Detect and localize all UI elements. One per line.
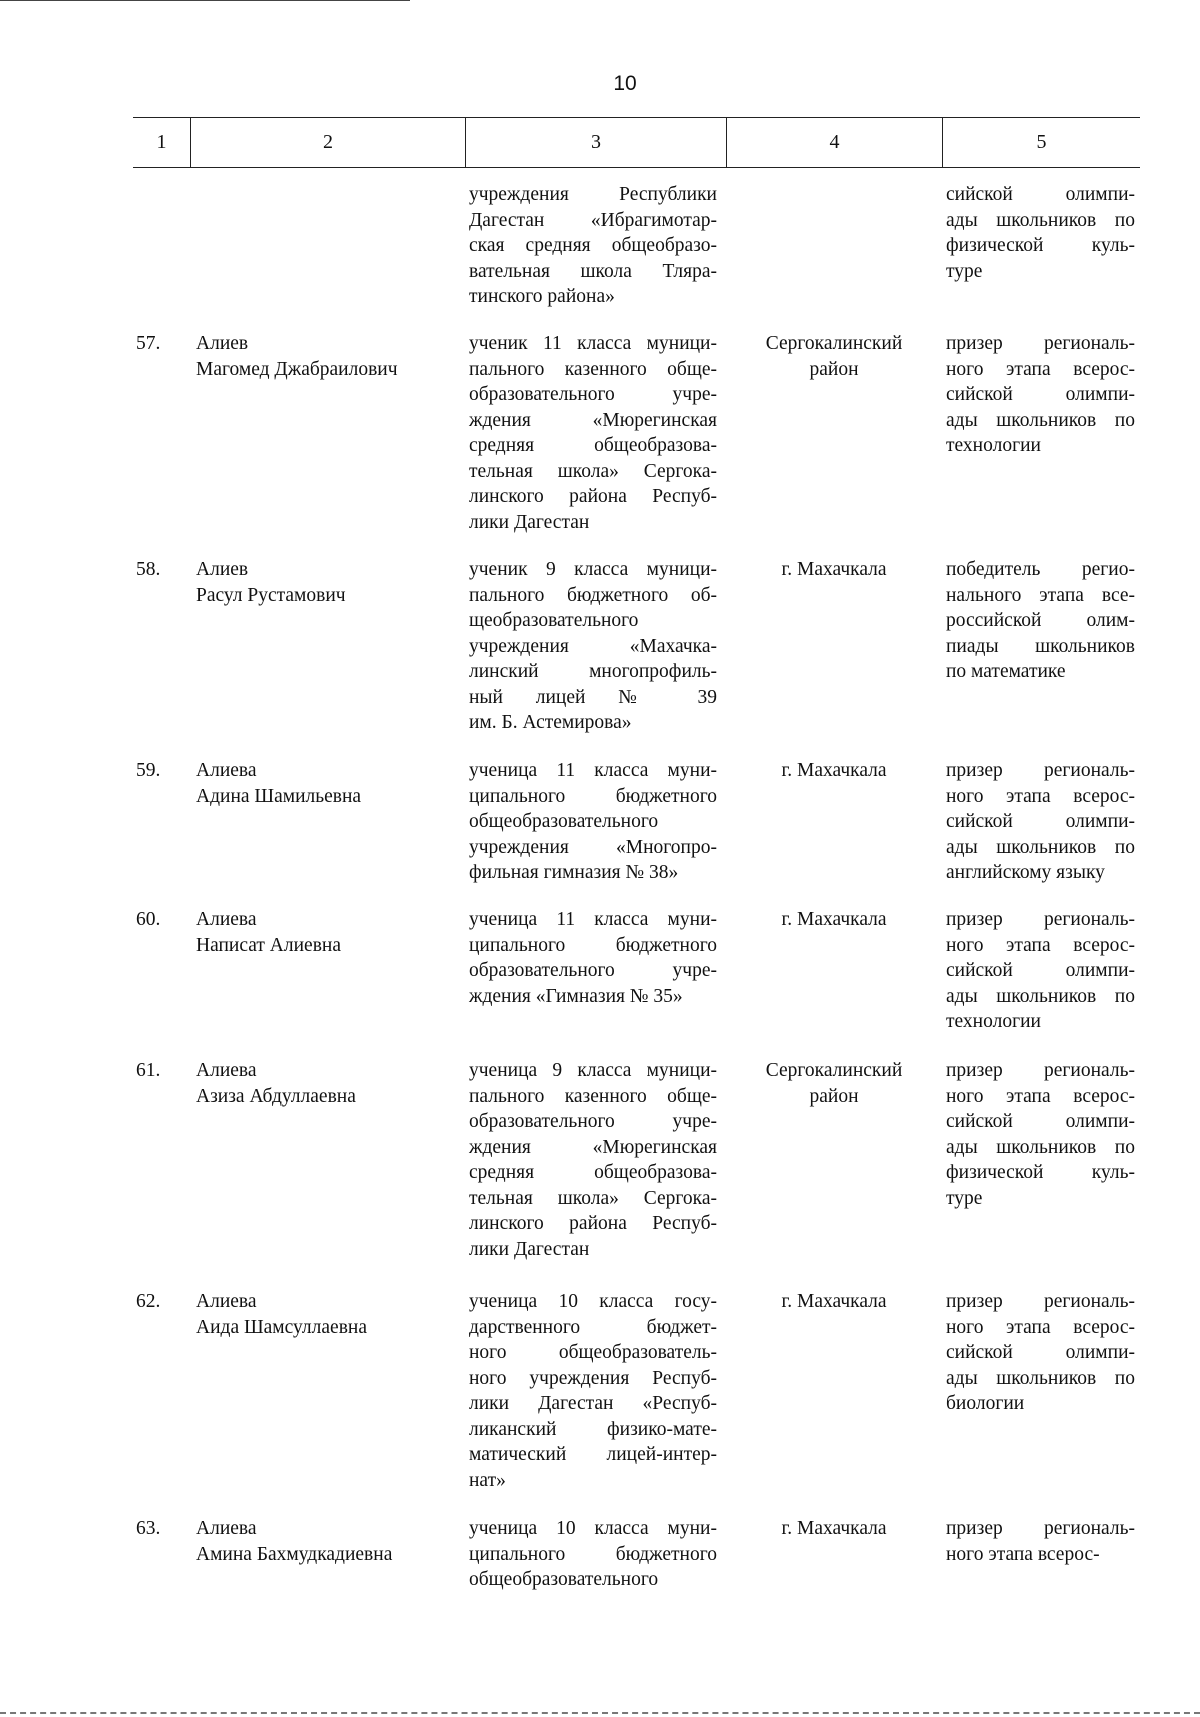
award-description-line: физической куль-	[946, 1162, 1135, 1183]
school-description-line: ученица 10 класса госу-	[469, 1291, 717, 1312]
award-description-line: призер региональ-	[946, 1060, 1135, 1081]
school-description-line: лики Дагестан	[469, 511, 590, 533]
column-header-4: 4	[727, 118, 943, 167]
award-description-line: призер региональ-	[946, 1291, 1135, 1312]
school-description	[469, 1289, 717, 1493]
school-description-line: учреждения Республики	[469, 184, 717, 205]
participant-name-line: Алиева	[196, 909, 257, 930]
school-description-line: тельная школа» Сергока-	[469, 460, 717, 482]
row-number: 57.	[136, 333, 161, 354]
school-description-line: ученица 9 класса муници-	[469, 1060, 717, 1081]
school-description-line: ный лицей № 39	[469, 686, 717, 708]
award-description	[946, 182, 1135, 284]
school-description-line: ученица 10 класса муни-	[469, 1518, 717, 1539]
school-description-line: общеобразовательного	[469, 1569, 659, 1590]
school-description-line: общеобразовательного	[469, 811, 659, 832]
award-description-line: по математике	[946, 661, 1066, 682]
row-number: 62.	[136, 1291, 161, 1312]
school-description-line: им. Б. Астемирова»	[469, 712, 632, 733]
participant-name-line: Алиева	[196, 1060, 257, 1081]
award-description-line: ады школьников по	[946, 1136, 1135, 1158]
school-description-line: линский многопрофиль-	[469, 661, 717, 682]
school-description-line: образовательного учре-	[469, 960, 717, 981]
award-description-line: ады школьников по	[946, 836, 1135, 858]
district-line: район	[809, 358, 859, 380]
award-description-line: технологии	[946, 1011, 1041, 1032]
school-description-line: ждения «Мюрегинская	[469, 1136, 717, 1158]
school-description-line: тельная школа» Сергока-	[469, 1187, 717, 1209]
award-description-line: ады школьников по	[946, 409, 1135, 431]
award-description-line: сийской олимпи-	[946, 1342, 1135, 1363]
page-number: 10	[613, 72, 637, 95]
school-description-line: щеобразовательного	[469, 610, 639, 631]
school-description	[469, 331, 717, 535]
award-description-line: победитель регио-	[946, 559, 1135, 580]
column-header-2: 2	[191, 118, 466, 167]
award-description	[946, 331, 1135, 459]
school-description-line: пального казенного обще-	[469, 1085, 717, 1107]
school-description	[469, 182, 717, 310]
participant-name-line: Азиза Абдуллаевна	[196, 1085, 356, 1107]
school-description-line: ская средняя общеобразо-	[469, 235, 717, 256]
school-description	[469, 907, 717, 1009]
school-description	[469, 1516, 717, 1593]
award-description-line: нального этапа все-	[946, 584, 1135, 606]
school-description-line: тинского района»	[469, 286, 615, 307]
award-description	[946, 1289, 1135, 1417]
participant-name-line: Адина Шамильевна	[196, 785, 362, 807]
column-header-5: 5	[1036, 131, 1047, 153]
award-description	[946, 1058, 1135, 1211]
participant-name-line: Расул Рустамович	[196, 584, 346, 606]
school-description-line: нат»	[469, 1469, 506, 1491]
district-line: район	[809, 1085, 859, 1107]
school-description-line: вательная школа Тляра-	[469, 260, 717, 282]
district-line: г. Махачкала	[781, 559, 887, 580]
award-description-line: туре	[946, 260, 983, 282]
award-description-line: пиады школьников	[946, 635, 1135, 657]
participant-name-line: Алиев	[196, 559, 249, 580]
award-description-line: сийской олимпи-	[946, 184, 1135, 205]
school-description	[469, 557, 717, 736]
award-description-line: физической куль-	[946, 235, 1135, 256]
row-number: 60.	[136, 909, 161, 930]
district	[744, 331, 924, 382]
school-description-line: пального казенного обще-	[469, 358, 717, 380]
district	[744, 557, 924, 583]
school-description-line: образовательного учре-	[469, 1111, 717, 1132]
school-description-line: Дагестан «Ибрагимотар-	[469, 209, 717, 231]
school-description-line: матический лицей-интер-	[469, 1444, 717, 1465]
award-description-line: сийской олимпи-	[946, 811, 1135, 832]
participant-name	[196, 1289, 456, 1340]
school-description-line: ученик 9 класса муници-	[469, 559, 717, 580]
school-description-line: лики Дагестан	[469, 1238, 590, 1260]
school-description-line: ципального бюджетного	[469, 934, 717, 956]
award-description-line: ады школьников по	[946, 985, 1135, 1007]
school-description-line: ученица 11 класса муни-	[469, 760, 717, 781]
district-line: г. Махачкала	[781, 1291, 887, 1312]
award-description-line: призер региональ-	[946, 1518, 1135, 1539]
award-description-line: туре	[946, 1187, 983, 1209]
table-header	[133, 117, 1140, 168]
school-description-line: лики Дагестан «Респуб-	[469, 1393, 717, 1414]
school-description	[469, 758, 717, 886]
participant-name-line: Магомед Джабраилович	[196, 358, 398, 380]
school-description	[469, 1058, 717, 1262]
row-number: 61.	[136, 1060, 161, 1081]
award-description-line: ады школьников по	[946, 209, 1135, 231]
award-description-line: ного этапа всерос-	[946, 934, 1135, 956]
award-description-line: технологии	[946, 435, 1041, 456]
award-description-line: английскому языку	[946, 862, 1105, 883]
row-number: 63.	[136, 1518, 161, 1539]
school-description-line: фильная гимназия № 38»	[469, 862, 679, 883]
award-description-line: ады школьников по	[946, 1367, 1135, 1389]
district	[744, 907, 924, 933]
award-description	[946, 758, 1135, 886]
school-description-line: ципального бюджетного	[469, 1543, 717, 1565]
school-description-line: ждения «Гимназия № 35»	[469, 985, 683, 1007]
award-description-line: сийской олимпи-	[946, 960, 1135, 981]
school-description-line: учреждения «Махачка-	[469, 635, 717, 657]
school-description-line: ного учреждения Респуб-	[469, 1367, 717, 1389]
row-number: 59.	[136, 760, 161, 781]
column-header-1: 1	[133, 118, 191, 167]
participant-name-line: Алиева	[196, 1518, 257, 1539]
column-header-3: 3	[466, 118, 727, 167]
district-line: Сергокалинский	[765, 1060, 903, 1081]
participant-name	[196, 1516, 456, 1567]
award-description	[946, 907, 1135, 1035]
award-description-line: призер региональ-	[946, 760, 1135, 781]
school-description-line: пального бюджетного об-	[469, 584, 717, 606]
district-line: г. Махачкала	[781, 1518, 887, 1539]
district-line: г. Махачкала	[781, 760, 887, 781]
participant-name	[196, 1058, 456, 1109]
school-description-line: ждения «Мюрегинская	[469, 409, 717, 431]
school-description-line: средняя общеобразова-	[469, 1162, 717, 1183]
district-line: г. Махачкала	[781, 909, 887, 930]
district	[744, 1516, 924, 1542]
award-description-line: ного этапа всерос-	[946, 358, 1135, 380]
school-description-line: ученик 11 класса муници-	[469, 333, 717, 354]
school-description-line: линского района Респуб-	[469, 486, 717, 507]
award-description-line: призер региональ-	[946, 333, 1135, 354]
participant-name-line: Написат Алиевна	[196, 934, 341, 956]
district	[744, 758, 924, 784]
district-line: Сергокалинский	[765, 333, 903, 354]
award-description-line: призер региональ-	[946, 909, 1135, 930]
participant-name-line: Амина Бахмудкадиевна	[196, 1543, 393, 1565]
participant-name-line: Алиева	[196, 760, 257, 781]
participant-name-line: Алиев	[196, 333, 249, 354]
award-description-line: ного этапа всерос-	[946, 785, 1135, 807]
award-description-line: ного этапа всерос-	[946, 1085, 1135, 1107]
school-description-line: ликанский физико-мате-	[469, 1418, 717, 1440]
award-description-line: ного этапа всерос-	[946, 1543, 1100, 1565]
participant-name	[196, 331, 456, 382]
school-description-line: ного общеобразователь-	[469, 1342, 717, 1363]
school-description-line: дарственного бюджет-	[469, 1316, 717, 1338]
district	[744, 1289, 924, 1315]
school-description-line: линского района Респуб-	[469, 1213, 717, 1234]
award-description-line: сийской олимпи-	[946, 1111, 1135, 1132]
participant-name	[196, 758, 456, 809]
participant-name	[196, 557, 456, 608]
award-description-line: сийской олимпи-	[946, 384, 1135, 405]
award-description-line: биологии	[946, 1393, 1025, 1414]
row-number: 58.	[136, 559, 161, 580]
participant-name-line: Аида Шамсуллаевна	[196, 1316, 367, 1338]
award-description-line: ного этапа всерос-	[946, 1316, 1135, 1338]
school-description-line: средняя общеобразова-	[469, 435, 717, 456]
participant-name-line: Алиева	[196, 1291, 257, 1312]
school-description-line: учреждения «Многопро-	[469, 836, 717, 858]
award-description	[946, 1516, 1135, 1567]
participant-name	[196, 907, 456, 958]
award-description	[946, 557, 1135, 685]
award-description-line: российской олим-	[946, 610, 1135, 631]
bottom-edge-rule	[0, 1712, 1200, 1714]
district	[744, 1058, 924, 1109]
top-edge-rule	[0, 0, 410, 1]
school-description-line: образовательного учре-	[469, 384, 717, 405]
school-description-line: ципального бюджетного	[469, 785, 717, 807]
school-description-line: ученица 11 класса муни-	[469, 909, 717, 930]
